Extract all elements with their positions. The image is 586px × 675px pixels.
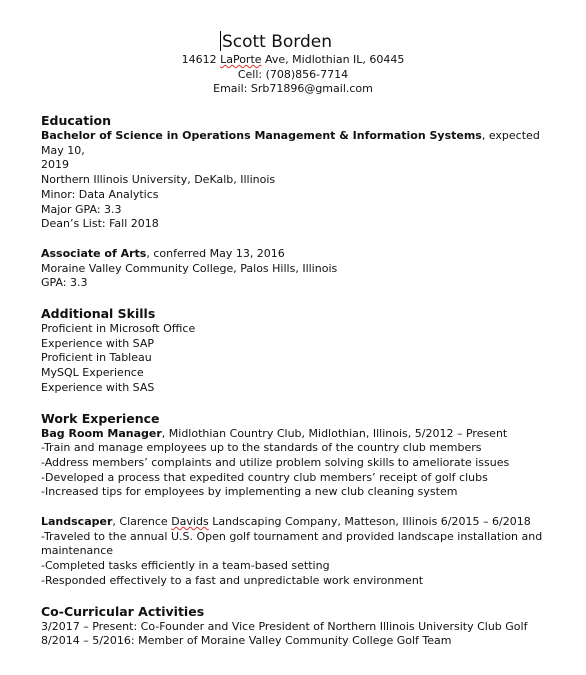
email-line: Email: Srb71896@gmail.com — [213, 82, 373, 96]
address-line: 14612 LaPorte Ave, Midlothian IL, 60445 — [181, 53, 405, 66]
degree2-gpa: GPA: 3.3 — [41, 276, 88, 290]
skill-item: Proficient in Microsoft Office — [41, 322, 196, 336]
skill-item: Experience with SAS — [41, 380, 155, 394]
skill-item: MySQL Experience — [41, 366, 144, 380]
work-heading: Work Experience — [41, 410, 160, 426]
job2-bullet: -Traveled to the annual U.S. Open golf tournament and provided landscape installation and — [41, 529, 543, 543]
skill-item: Experience with SAP — [41, 336, 155, 350]
spellcheck-word: LaPorte — [220, 53, 262, 66]
degree2-line: Associate of Arts, conferred May 13, 2016 — [41, 246, 285, 260]
job2-bullet: -Responded effectively to a fast and unpredictable work environment — [41, 573, 424, 587]
degree1-honors: Dean’s List: Fall 2018 — [41, 217, 159, 231]
spellcheck-word: Davids — [171, 515, 209, 529]
job2-bullet: -Completed tasks efficiently in a team-based setting — [41, 559, 330, 573]
resume-header — [0, 31, 586, 97]
degree1-line: Bachelor of Science in Operations Management & Information Systems, expected May 10, — [41, 129, 540, 157]
education-heading: Education — [41, 113, 111, 128]
resume-body — [41, 113, 561, 649]
activities-heading: Co-Curricular Activities — [41, 603, 205, 619]
job1-bullet: -Increased tips for employees by implementing a new club cleaning system — [41, 485, 458, 499]
activity-item: 3/2017 – Present: Co-Founder and Vice President of Northern Illinois University Club Golf — [41, 619, 528, 633]
cell-line: Cell: (708)856-7714 — [237, 67, 349, 81]
activity-item: 8/2014 – 5/2016: Member of Moraine Valley Community College Golf Team — [41, 634, 452, 648]
degree1-gpa: Major GPA: 3.3 — [41, 202, 122, 216]
degree1-minor: Minor: Data Analytics — [41, 187, 159, 201]
degree1-date-cont: 2019 — [41, 158, 69, 172]
skills-heading: Additional Skills — [41, 306, 156, 322]
job1-title-line: Bag Room Manager, Midlothian Country Club, Midlothian, Illinois, 5/2012 – Present — [41, 426, 508, 440]
job2-bullet: maintenance — [41, 544, 114, 558]
job1-bullet: -Train and manage employees up to the standards of the country club members — [41, 441, 482, 455]
candidate-name: Scott Borden — [221, 32, 333, 52]
job2-title-line: Landscaper, Clarence Davids Landscaping Company, Matteson, Illinois 6/2015 – 6/2018 — [41, 515, 531, 529]
degree1-school: Northern Illinois University, DeKalb, Illinois — [41, 173, 276, 187]
job1-bullet: -Address members’ complaints and utilize problem solving skills to ameliorate issues — [41, 455, 510, 469]
job1-bullet: -Developed a process that expedited country club members’ receipt of golf clubs — [41, 470, 488, 484]
text-cursor — [220, 31, 221, 51]
skill-item: Proficient in Tableau — [41, 351, 152, 365]
degree2-school: Moraine Valley Community College, Palos Hills, Illinois — [41, 261, 338, 275]
